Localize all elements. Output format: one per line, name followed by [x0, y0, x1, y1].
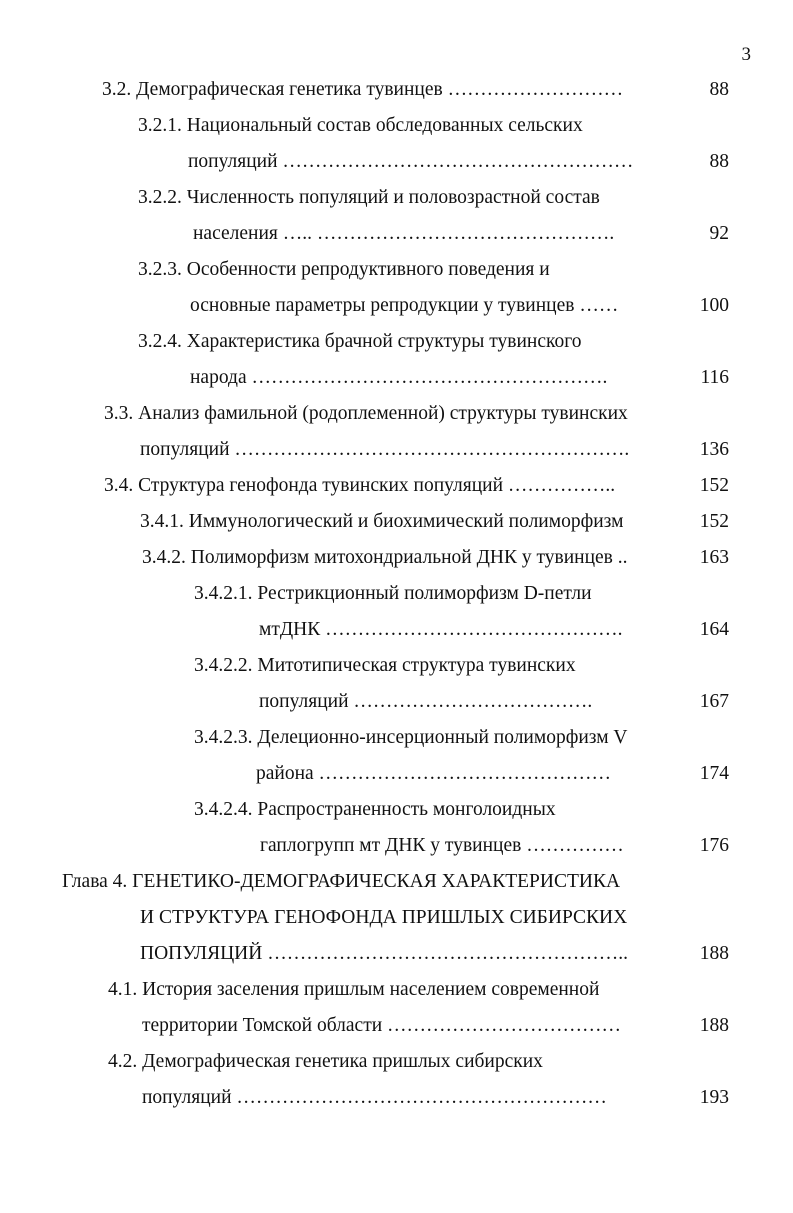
toc-entry-text: 3.4.2.3. Делеционно-инсерционный полиморфизм V — [194, 727, 628, 748]
toc-entry-page: 152 — [699, 511, 729, 532]
toc-entry-text: 3.3. Анализ фамильной (родоплеменной) структуры тувинских — [104, 403, 628, 424]
toc-entry-text: ПОПУЛЯЦИЙ ……………………………………………….. — [140, 943, 628, 964]
toc-entry-3-2-2-cont — [0, 220, 793, 248]
toc-entry-page: 164 — [699, 619, 729, 640]
toc-entry-page: 92 — [709, 223, 729, 244]
toc-entry-chapter-4 — [0, 868, 793, 896]
toc-entry-text: популяций ………………………………………………… — [142, 1087, 607, 1108]
toc-entry-page: 167 — [699, 691, 729, 712]
toc-entry-page: 88 — [709, 151, 729, 172]
toc-entry-text: 3.2.4. Характеристика брачной структуры тувинского — [138, 331, 582, 352]
toc-entry-page: 188 — [699, 1015, 729, 1036]
toc-entry-text: 3.4. Структура генофонда тувинских популяций …………….. — [104, 475, 616, 496]
toc-entry-text: И СТРУКТУРА ГЕНОФОНДА ПРИШЛЫХ СИБИРСКИХ — [140, 907, 628, 928]
toc-entry-3-3 — [0, 400, 793, 428]
toc-entry-3-4 — [0, 472, 793, 500]
toc-entry-text: основные параметры репродукции у тувинцев …… — [190, 295, 619, 316]
toc-entry-page: 136 — [699, 439, 729, 460]
toc-entry-text: 3.4.1. Иммунологический и биохимический полиморфизм — [140, 511, 624, 532]
toc-entry-text: популяций ……………………………………………………. — [140, 439, 630, 460]
toc-entry-page: 152 — [699, 475, 729, 496]
toc-entry-page: 116 — [700, 367, 729, 388]
toc-entry-text: народа ………………………………………………. — [190, 367, 608, 388]
toc-entry-3-4-2-1 — [0, 580, 793, 608]
toc-entry-3-3-cont — [0, 436, 793, 464]
toc-entry-page: 100 — [699, 295, 729, 316]
toc-entry-3-2 — [0, 76, 793, 104]
toc-entry-page: 188 — [699, 943, 729, 964]
toc-entry-4-2-cont — [0, 1084, 793, 1112]
toc-entry-text: популяций ……………………………………………… — [188, 151, 634, 172]
toc-entry-text: мтДНК ………………………………………. — [259, 619, 623, 640]
toc-entry-3-2-4-cont — [0, 364, 793, 392]
toc-entry-text: 3.4.2.4. Распространенность монголоидных — [194, 799, 556, 820]
toc-entry-3-4-2-4 — [0, 796, 793, 824]
toc-entry-text: 3.2.1. Национальный состав обследованных сельских — [138, 115, 583, 136]
toc-entry-text: популяций ………………………………. — [259, 691, 593, 712]
toc-entry-page: 176 — [699, 835, 729, 856]
toc-entry-page: 88 — [709, 79, 729, 100]
toc-entry-3-2-3 — [0, 256, 793, 284]
toc-entry-text: 4.2. Демографическая генетика пришлых сибирских — [108, 1051, 543, 1072]
toc-entry-text: 3.2.2. Численность популяций и половозрастной состав — [138, 187, 600, 208]
toc-entry-3-2-2 — [0, 184, 793, 212]
toc-entry-chapter-4-cont-2 — [0, 940, 793, 968]
toc-entry-3-4-2-1-cont — [0, 616, 793, 644]
toc-entry-text: 3.4.2.1. Рестрикционный полиморфизм D-петли — [194, 583, 592, 604]
toc-entry-text: 3.4.2. Полиморфизм митохондриальной ДНК у тувинцев .. — [142, 547, 628, 568]
toc-entry-3-2-1 — [0, 112, 793, 140]
toc-entry-text: 3.4.2.2. Митотипическая структура тувинских — [194, 655, 576, 676]
toc-entry-text: 4.1. История заселения пришлым населением современной — [108, 979, 600, 1000]
toc-entry-text: Глава 4. ГЕНЕТИКО-ДЕМОГРАФИЧЕСКАЯ ХАРАКТЕРИСТИКА — [62, 871, 621, 892]
toc-entry-3-4-2-2-cont — [0, 688, 793, 716]
toc-entry-page: 193 — [699, 1087, 729, 1108]
toc-entry-3-4-2-2 — [0, 652, 793, 680]
toc-entry-3-4-2 — [0, 544, 793, 572]
toc-entry-3-4-2-4-cont — [0, 832, 793, 860]
toc-entry-page: 163 — [699, 547, 729, 568]
page-number: 3 — [741, 44, 751, 65]
toc-entry-3-4-2-3-cont — [0, 760, 793, 788]
toc-entry-3-2-3-cont — [0, 292, 793, 320]
toc-entry-chapter-4-cont-1 — [0, 904, 793, 932]
toc-entry-text: гаплогрупп мт ДНК у тувинцев …………… — [260, 835, 624, 856]
toc-entry-3-2-4 — [0, 328, 793, 356]
toc-entry-text: района ……………………………………… — [256, 763, 612, 784]
toc-entry-text: территории Томской области ……………………………… — [142, 1015, 622, 1036]
toc-entry-text: 3.2. Демографическая генетика тувинцев ……………………… — [102, 79, 624, 100]
toc-entry-3-4-2-3 — [0, 724, 793, 752]
toc-entry-4-1-cont — [0, 1012, 793, 1040]
toc-entry-page: 174 — [699, 763, 729, 784]
toc-entry-4-1 — [0, 976, 793, 1004]
toc-entry-3-4-1 — [0, 508, 793, 536]
toc-entry-text: населения ….. ………………………………………. — [193, 223, 615, 244]
toc-entry-3-2-1-cont — [0, 148, 793, 176]
toc-entry-4-2 — [0, 1048, 793, 1076]
toc-entry-text: 3.2.3. Особенности репродуктивного поведения и — [138, 259, 550, 280]
